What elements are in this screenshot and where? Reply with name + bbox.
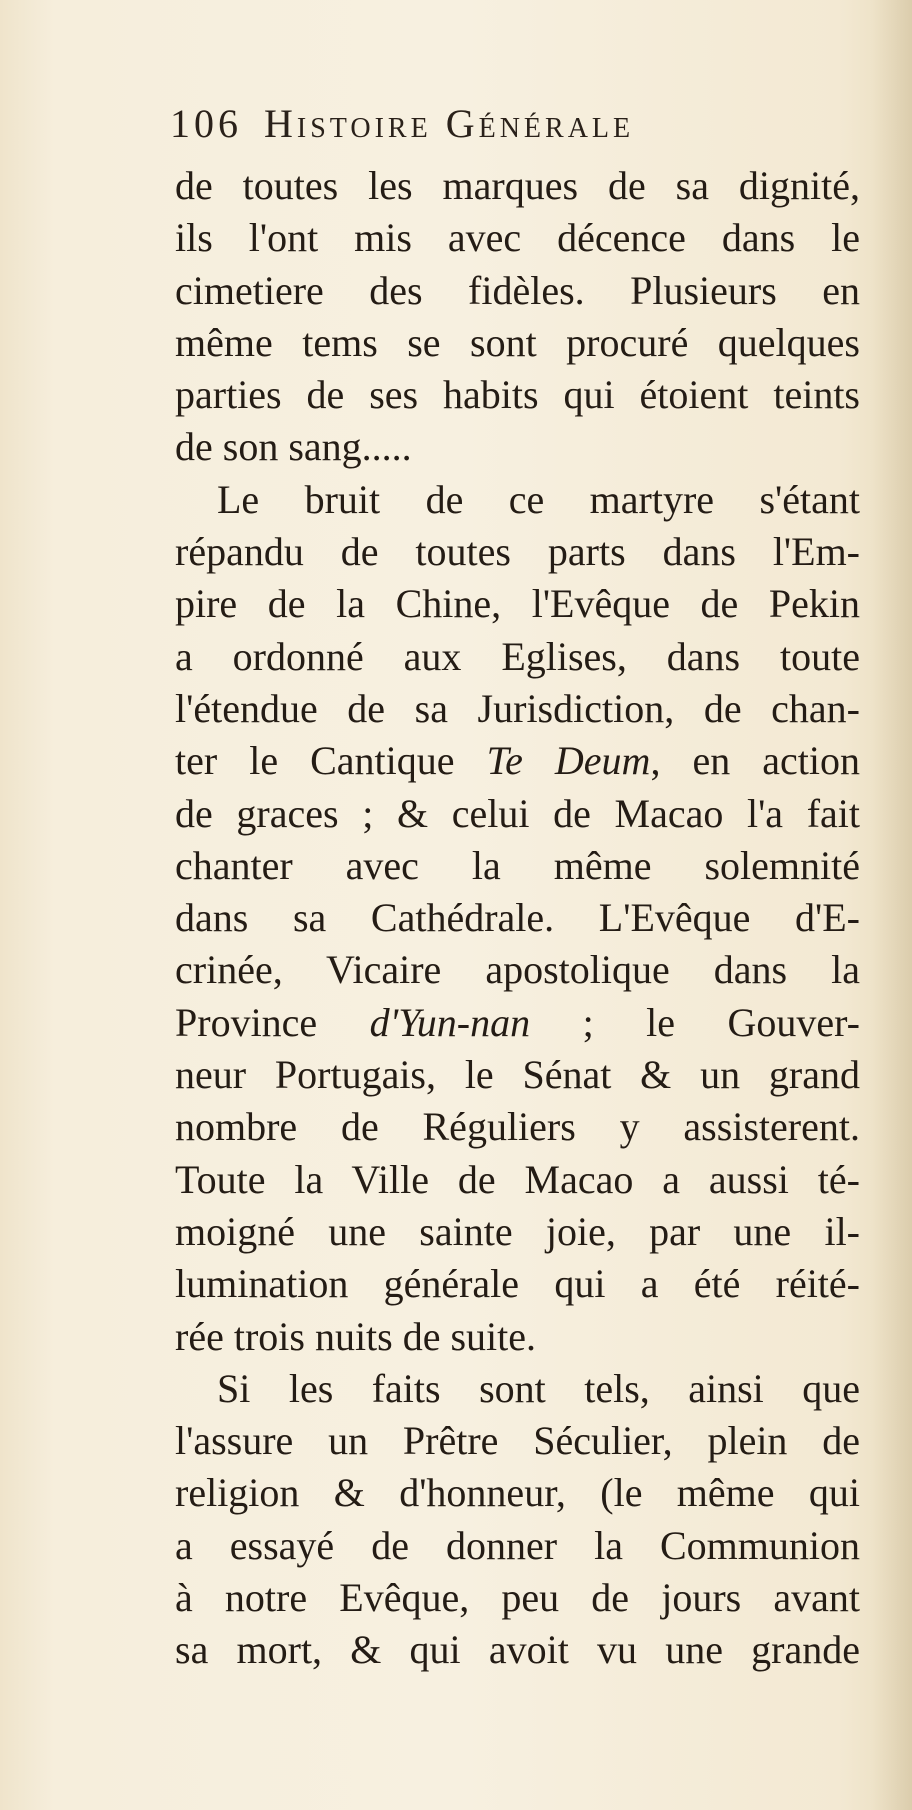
text-segment: ; le Gouver- [530, 999, 860, 1045]
text-line [175, 997, 860, 1049]
text-line: même tems se sont procuré quelques [175, 319, 860, 365]
text-segment: Province [175, 999, 370, 1045]
text-line: religion & d'honneur, (le même qui [175, 1470, 860, 1516]
text-line: de son sang..... [175, 424, 412, 470]
text-line: à notre Evêque, peu de jours avant [175, 1575, 860, 1621]
text-line: parties de ses habits qui étoient teints [175, 372, 860, 418]
text-line: Le bruit de ce martyre s'étant [217, 476, 860, 522]
text-line: cimetiere des fidèles. Plusieurs en [175, 267, 860, 313]
text-line: l'assure un Prêtre Séculier, plein de [175, 1418, 860, 1464]
text-line: l'étendue de sa Jurisdiction, de chan- [175, 685, 860, 731]
text-line: crinée, Vicaire apostolique dans la [175, 947, 860, 993]
text-line: moigné une sainte joie, par une il- [175, 1208, 860, 1254]
page-edge-shadow [872, 0, 912, 1810]
text-line: chanter avec la même solemnité [175, 842, 860, 888]
text-line: pire de la Chine, l'Evêque de Pekin [175, 581, 860, 627]
text-line: neur Portugais, le Sénat & un grand [175, 1052, 860, 1098]
text-line: a essayé de donner la Communion [175, 1522, 860, 1568]
text-segment: , en action [650, 738, 860, 784]
italic-title: Te Deum [486, 738, 651, 784]
italic-title: d'Yun-nan [369, 999, 531, 1045]
text-line: rée trois nuits de suite. [175, 1313, 537, 1359]
body-text [175, 160, 860, 1677]
text-line: de toutes les marques de sa dignité, [175, 163, 860, 208]
text-segment: ter le Cantique [175, 738, 487, 784]
text-line: lumination générale qui a été réité- [175, 1261, 860, 1307]
text-line: répandu de toutes parts dans l'Em- [175, 529, 860, 575]
text-line: de graces ; & celui de Macao l'a fait [175, 790, 860, 836]
running-head [170, 100, 860, 160]
text-line: Si les faits sont tels, ainsi que [217, 1365, 860, 1411]
running-title: Histoire Générale [264, 101, 635, 146]
text-line: sa mort, & qui avoit vu une grande [175, 1627, 860, 1673]
page-number: 106 [170, 101, 242, 146]
text-line: ils l'ont mis avec décence dans le [175, 215, 860, 261]
text-line: a ordonné aux Eglises, dans toute [175, 633, 860, 679]
text-line: nombre de Réguliers y assisterent. [175, 1104, 860, 1150]
text-line: Toute la Ville de Macao a aussi té- [175, 1156, 860, 1202]
text-line: dans sa Cathédrale. L'Evêque d'E- [175, 895, 860, 941]
text-line [175, 735, 860, 787]
